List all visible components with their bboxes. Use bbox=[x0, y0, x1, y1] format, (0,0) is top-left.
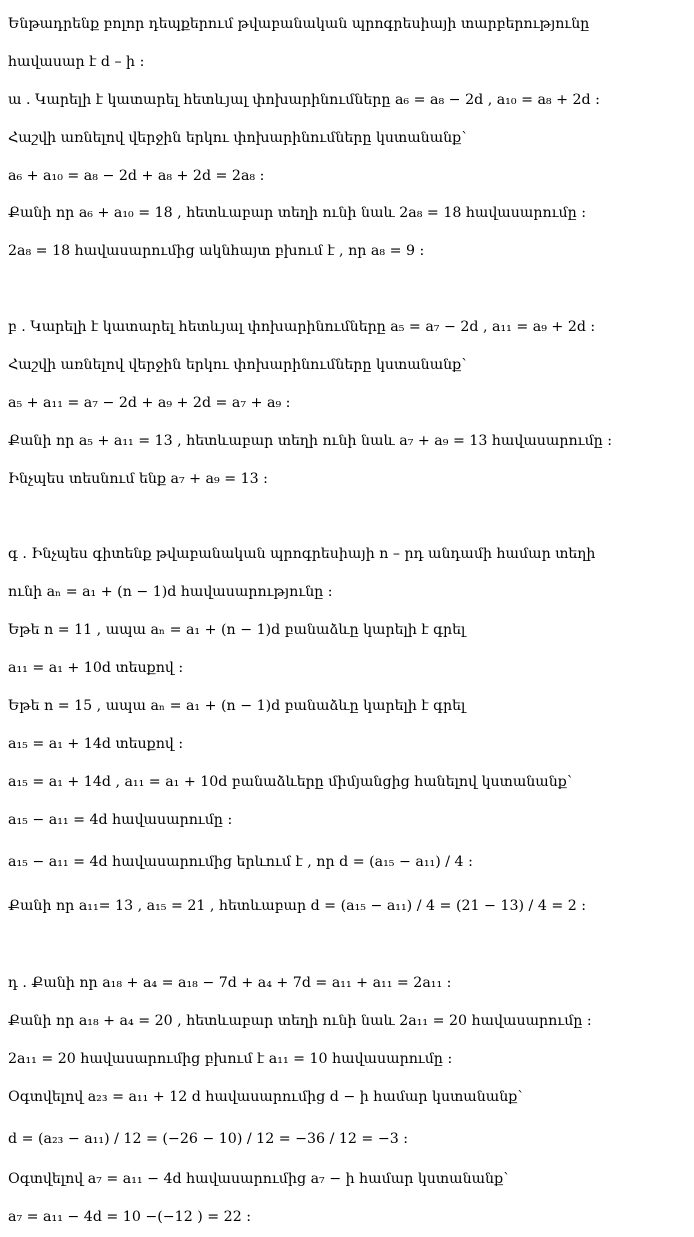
text-line: Օգտվելով a₇ = a₁₁ − 4d հավասարումից a₇ − ի համար կստանանք՝ bbox=[8, 1171, 509, 1188]
text-line: Եթե n = 11 , ապա aₙ = a₁ + (n − 1)d բանաձևը կարելի է գրել bbox=[8, 622, 466, 639]
text-line: Քանի որ a₁₈ + a₄ = 20 , հետևաբար տեղի ունի նաև 2a₁₁ = 20 հավասարումը : bbox=[8, 1013, 592, 1030]
fraction-line: d = (a₂₃ − a₁₁) / 12 = (−26 − 10) / 12 = −36 / 12 = −3 : bbox=[8, 1131, 409, 1148]
text-line: Քանի որ a₆ + a₁₀ = 18 , հետևաբար տեղի ունի նաև 2a₈ = 18 հավասարումը : bbox=[8, 205, 587, 222]
text-line: Ենթադրենք բոլոր դեպքերում թվաբանական պրոգրեսիայի տարբերությունը bbox=[8, 16, 590, 32]
text-line: դ . Քանի որ a₁₈ + a₄ = a₁₈ − 7d + a₄ + 7d = a₁₁ + a₁₁ = 2a₁₁ : bbox=[8, 975, 452, 992]
text-line: 2a₈ = 18 հավասարումից ակնհայտ բխում է , որ a₈ = 9 : bbox=[8, 243, 425, 260]
text-line: գ . Ինչպես գիտենք թվաբանական պրոգրեսիայի n – րդ անդամի համար տեղի bbox=[8, 546, 596, 563]
equation-line: a₁₁ = a₁ + 10d տեսքով : bbox=[8, 660, 184, 677]
fraction-line: a₁₅ − a₁₁ = 4d հավասարումից երևում է , որ d = (a₁₅ − a₁₁) / 4 : bbox=[8, 853, 473, 870]
equation-line: a₆ + a₁₀ = a₈ − 2d + a₈ + 2d = 2a₈ : bbox=[8, 167, 265, 184]
blank-line bbox=[8, 499, 688, 537]
text-line: Հաշվի առնելով վերջին երկու փոխարինումները կստանանք՝ bbox=[8, 129, 467, 146]
text-line: հավասար է d – ի : bbox=[8, 53, 145, 70]
text-line: բ . Կարելի է կատարել հետևյալ փոխարինումները a₅ = a₇ − 2d , a₁₁ = a₉ + 2d : bbox=[8, 319, 596, 336]
text-line: ա . Կարելի է կատարել հետևյալ փոխարինումները a₆ = a₈ − 2d , a₁₀ = a₈ + 2d : bbox=[8, 91, 600, 108]
fraction-line: Քանի որ a₁₁= 13 , a₁₅ = 21 , հետևաբար d = (a₁₅ − a₁₁) / 4 = (21 − 13) / 4 = 2 : bbox=[8, 897, 587, 914]
blank-line bbox=[8, 271, 688, 309]
text-line: a₁₅ = a₁ + 14d , a₁₁ = a₁ + 10d բանաձևերը միմյանցից հանելով կստանանք՝ bbox=[8, 773, 572, 790]
text-line: 2a₁₁ = 20 հավասարումից բխում է a₁₁ = 10 հավասարումը : bbox=[8, 1051, 453, 1068]
blank-line bbox=[8, 928, 688, 966]
text-line: Ինչպես տեսնում ենք a₇ + a₉ = 13 : bbox=[8, 470, 268, 487]
text-line: Հաշվի առնելով վերջին երկու փոխարինումները կստանանք՝ bbox=[8, 357, 467, 374]
text-line: ունի aₙ = a₁ + (n − 1)d հավասարությունը : bbox=[8, 584, 333, 601]
text-line: Քանի որ a₅ + a₁₁ = 13 , հետևաբար տեղի ունի նաև a₇ + a₉ = 13 հավասարումը : bbox=[8, 432, 613, 449]
equation-line: a₇ = a₁₁ − 4d = 10 −(−12 ) = 22 : bbox=[8, 1208, 252, 1225]
equation-line: a₁₅ − a₁₁ = 4d հավասարումը : bbox=[8, 811, 233, 828]
equation-line: a₅ + a₁₁ = a₇ − 2d + a₉ + 2d = a₇ + a₉ : bbox=[8, 394, 291, 411]
text-line: Օգտվելով a₂₃ = a₁₁ + 12 d հավասարումից d − ի համար կստանանք՝ bbox=[8, 1089, 523, 1106]
equation-line: a₁₅ = a₁ + 14d տեսքով : bbox=[8, 735, 184, 752]
text-line: Եթե n = 15 , ապա aₙ = a₁ + (n − 1)d բանաձևը կարելի է գրել bbox=[8, 698, 466, 715]
